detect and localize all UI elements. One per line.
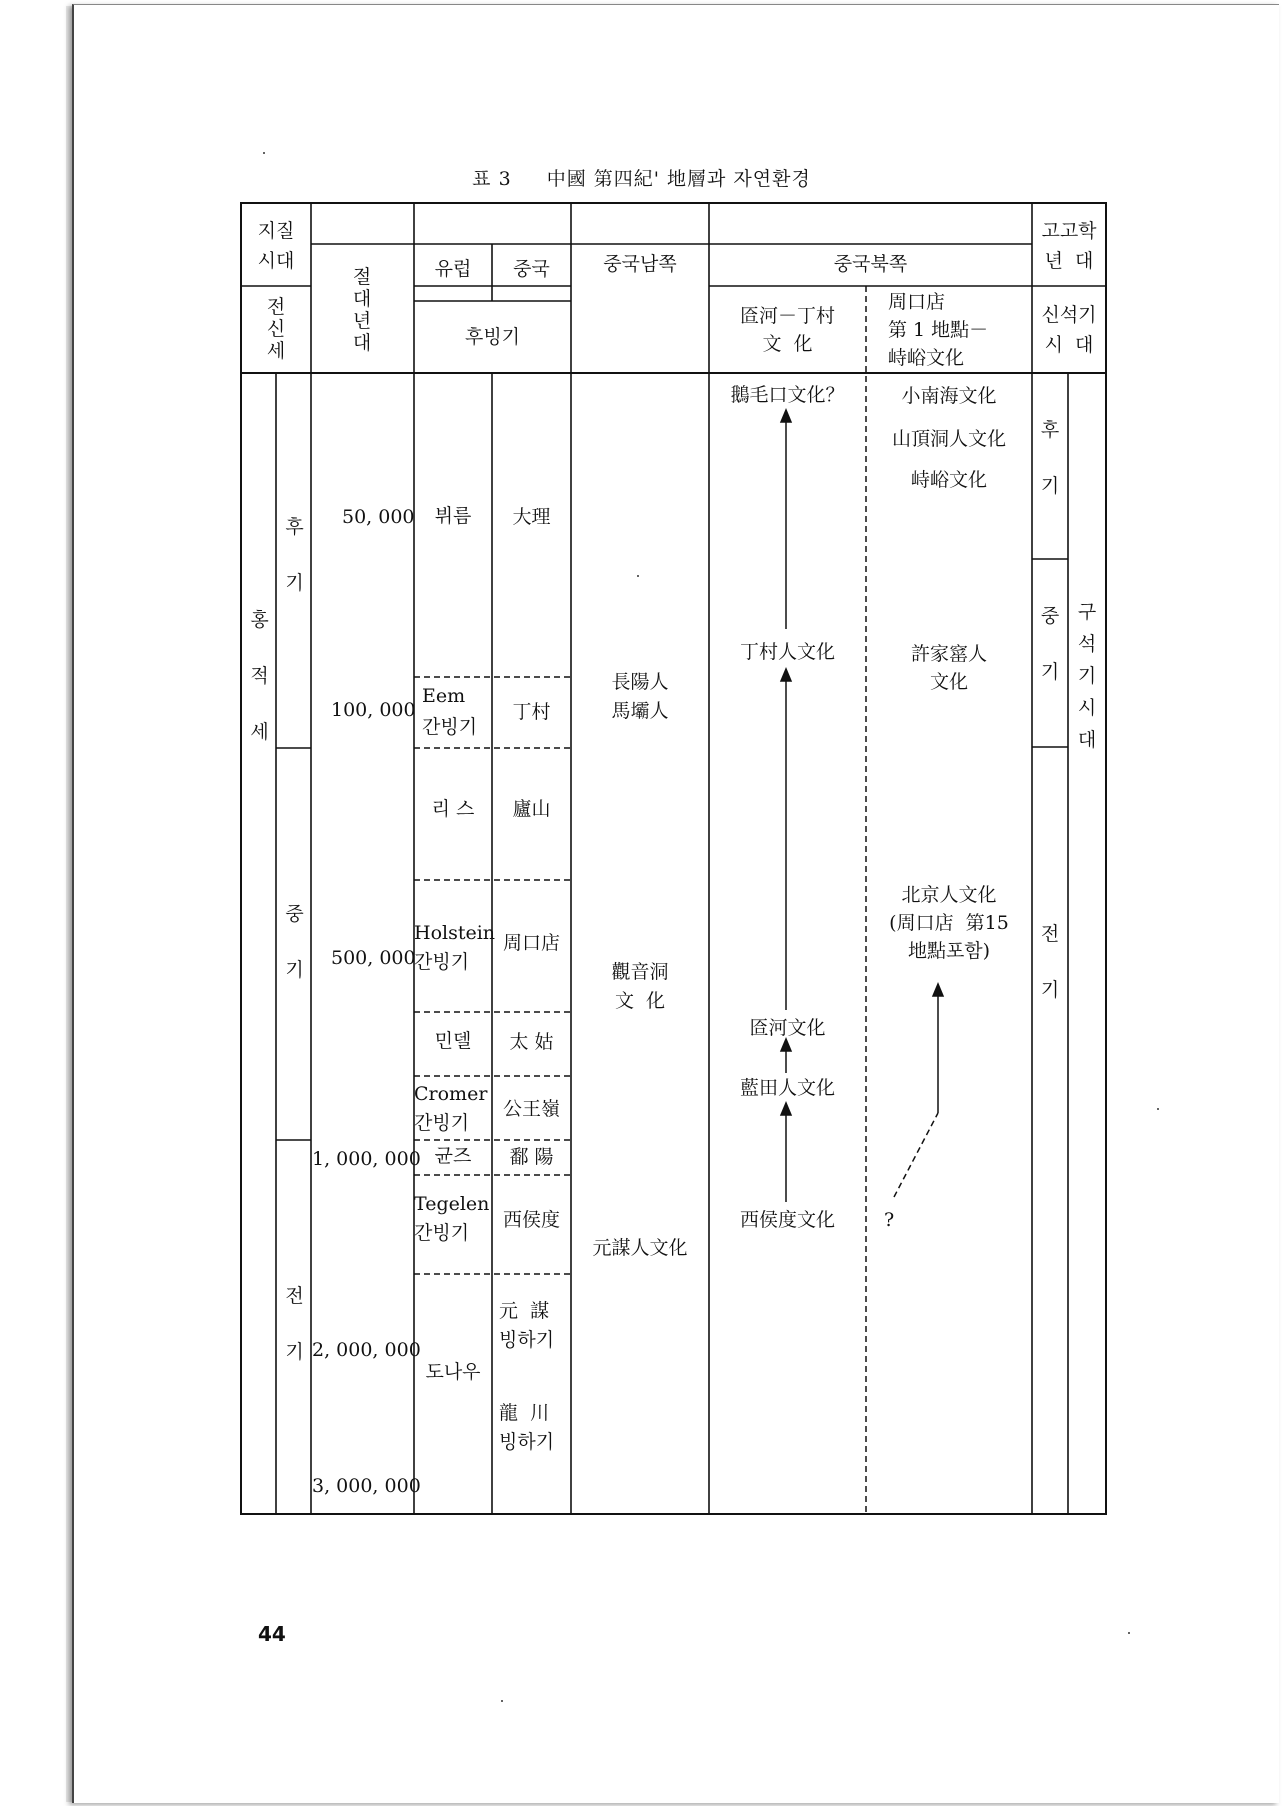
china-lushan: 廬山 xyxy=(512,798,551,820)
north2-unknown: ? xyxy=(884,1209,895,1231)
header-absolute-age: 절 대 년 대 xyxy=(352,266,372,354)
china-longchuan-glacial: 龍 川 빙하기 xyxy=(499,1402,555,1453)
north1-emaokou: 鵝毛口文化？ xyxy=(730,384,845,406)
archaeo-early: 전 기 xyxy=(1040,923,1060,1001)
north2-xiaonanhai: 小南海文化 xyxy=(901,385,997,407)
speck xyxy=(263,152,265,154)
north1-xihoudu: 西侯度文化 xyxy=(739,1209,835,1231)
age-1000000: 1, 000, 000 xyxy=(312,1148,421,1170)
china-poyang: 鄱 陽 xyxy=(509,1146,554,1168)
header-china: 중국 xyxy=(513,258,550,280)
europe-donau: 도나우 xyxy=(425,1361,481,1383)
north2-shandingdong: 山頂洞人文化 xyxy=(891,428,1006,450)
header-postglacial: 후빙기 xyxy=(464,326,521,348)
header-north-china: 중국북쪽 xyxy=(833,253,908,275)
stage-early: 전 기 xyxy=(285,1285,304,1363)
china-zhoukoudian: 周口店 xyxy=(502,932,560,954)
header-geo-period: 지질 시대 xyxy=(257,220,295,272)
europe-riss: 리 스 xyxy=(431,798,475,820)
header-archaeological-age: 고고학 년 대 xyxy=(1041,220,1097,272)
europe-mindel: 민델 xyxy=(434,1030,472,1052)
age-2000000: 2, 000, 000 xyxy=(312,1339,421,1361)
china-dali: 大理 xyxy=(512,506,551,528)
page-number: 44 xyxy=(258,1622,286,1646)
china-xihoudu: 西侯度 xyxy=(502,1209,560,1231)
age-500000: 500, 000 xyxy=(331,947,416,969)
header-neolithic: 신석기 시 대 xyxy=(1041,304,1097,356)
speck xyxy=(637,575,639,577)
south-guanyindong: 觀音洞 文 化 xyxy=(611,961,669,1012)
china-gongwangling: 公王嶺 xyxy=(502,1098,560,1120)
archaeo-late: 후 기 xyxy=(1040,419,1060,497)
north2-xujiayao: 許家窰人 文化 xyxy=(910,643,987,693)
stage-late: 후 기 xyxy=(285,516,304,594)
speck xyxy=(1128,1632,1130,1634)
stage-middle: 중 기 xyxy=(285,903,304,981)
caption-title: 中國 第四紀' 地層과 자연환경 xyxy=(546,168,811,190)
header-north-col2: 周口店 第 1 地點－ 峙峪文化 xyxy=(888,291,989,369)
epoch-pleistocene: 홍 적 세 xyxy=(250,609,269,743)
europe-eem: Eem 간빙기 xyxy=(422,685,478,738)
header-south-china: 중국남쪽 xyxy=(603,253,677,275)
north1-lantian: 藍田人文化 xyxy=(739,1077,835,1099)
header-europe: 유럽 xyxy=(434,258,472,280)
china-dingcun: 丁村 xyxy=(512,701,551,723)
china-yuanmou-glacial: 元 謀 빙하기 xyxy=(499,1300,555,1351)
age-50000: 50, 000 xyxy=(342,506,415,528)
age-3000000: 3, 000, 000 xyxy=(312,1475,421,1497)
europe-gunz: 균즈 xyxy=(434,1145,472,1167)
europe-tegelen: Tegelen 간빙기 xyxy=(414,1193,490,1244)
caption-label: 표 3 xyxy=(472,168,512,190)
south-yuanmou-culture: 元謀人文化 xyxy=(592,1237,688,1259)
header-north-col1: 匼河－丁村 文 化 xyxy=(739,305,835,355)
south-changyang-maba: 長陽人 馬壩人 xyxy=(611,671,669,722)
speck xyxy=(501,1700,503,1702)
speck xyxy=(1157,1108,1159,1110)
archaeo-middle: 중 기 xyxy=(1040,605,1060,683)
europe-cromer: Cromer 간빙기 xyxy=(414,1083,488,1134)
europe-wurm: 뷔름 xyxy=(434,505,472,527)
north2-shiyu: 峙峪文化 xyxy=(910,469,987,491)
north1-kehe: 匼河文化 xyxy=(749,1017,826,1039)
header-epoch: 전 신 세 xyxy=(266,296,286,362)
archaeo-paleolithic: 구 석 기 시 대 xyxy=(1077,601,1097,751)
north2-peking-man: 北京人文化 (周口店 第15 地點포함) xyxy=(889,884,1009,962)
age-100000: 100, 000 xyxy=(331,699,416,721)
europe-holstein: Holstein 간빙기 xyxy=(414,922,496,973)
north1-dingcun-man: 丁村人文化 xyxy=(739,641,835,663)
china-taigu: 太 姑 xyxy=(509,1031,554,1053)
